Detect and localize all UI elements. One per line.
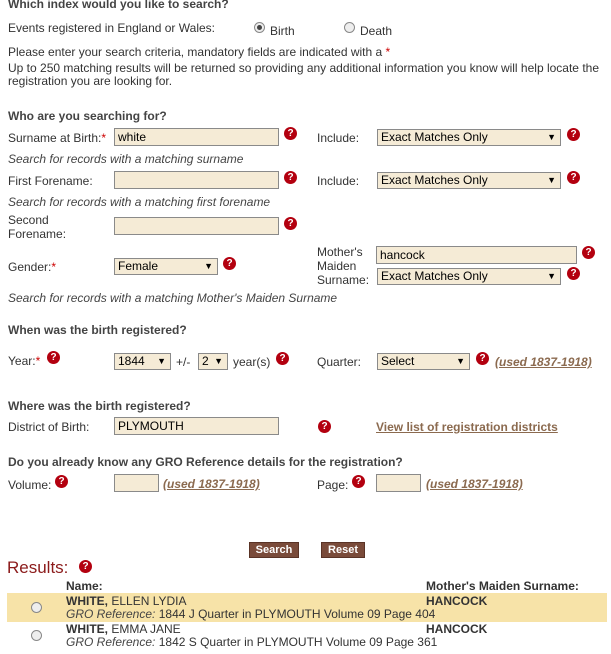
district-label: District of Birth: <box>8 420 90 434</box>
page-label: Page: <box>317 478 349 492</box>
year-label-text: Year: <box>8 354 36 368</box>
forename-hint: Search for records with a matching first forename <box>8 195 271 209</box>
result-forenames: ELLEN LYDIA <box>111 594 187 608</box>
mmn-label-3: Surname: <box>317 273 370 287</box>
mandatory-note <box>8 45 390 59</box>
required-star-icon: * <box>35 354 41 368</box>
forename-include-select[interactable] <box>377 172 561 189</box>
gender-label <box>8 260 56 274</box>
year-range-select[interactable] <box>198 353 228 370</box>
events-label: Events registered in England or Wales: <box>8 21 215 35</box>
required-star-icon: * <box>101 131 107 145</box>
col-mmn-header: Mother's Maiden Surname: <box>426 579 579 593</box>
result-name <box>66 594 187 608</box>
mmn-input[interactable]: hancock <box>376 246 577 264</box>
death-label[interactable]: Death <box>360 24 393 38</box>
result-gro-ref <box>66 607 435 621</box>
gro-ref-value: 1842 S Quarter in PLYMOUTH Volume 09 Page 361 <box>158 635 438 649</box>
dropdown-arrow-icon: ▼ <box>547 271 556 281</box>
volume-input[interactable] <box>114 474 159 492</box>
surname-include-value: Exact Matches Only <box>381 130 488 144</box>
help-icon[interactable]: ? <box>476 352 489 365</box>
results-title: Results: <box>7 558 69 577</box>
help-icon[interactable]: ? <box>567 267 580 280</box>
help-icon[interactable]: ? <box>567 171 580 184</box>
quarter-select[interactable] <box>377 353 470 370</box>
help-icon[interactable]: ? <box>318 420 331 433</box>
dropdown-arrow-icon: ▼ <box>204 261 213 271</box>
who-heading: Who are you searching for? <box>8 109 167 123</box>
mmn-label-2: Maiden <box>317 259 357 273</box>
plus-minus-label: +/- <box>176 355 191 369</box>
forename-include-label: Include: <box>317 174 360 188</box>
help-icon[interactable]: ? <box>352 475 365 488</box>
help-icon[interactable]: ? <box>567 128 580 141</box>
death-radio[interactable] <box>344 22 355 33</box>
help-icon[interactable]: ? <box>79 560 92 573</box>
col-name-header: Name: <box>66 579 103 593</box>
surname-hint: Search for records with a matching surname <box>8 152 244 166</box>
result-radio[interactable] <box>31 602 42 613</box>
dropdown-arrow-icon: ▼ <box>157 356 166 366</box>
surname-label-text: Surname at Birth: <box>8 131 102 145</box>
required-star-icon: * <box>51 260 57 274</box>
mmn-hint: Search for records with a matching Mother's Maiden Surname <box>8 291 338 305</box>
result-mmn: HANCOCK <box>426 622 488 636</box>
help-icon[interactable]: ? <box>47 351 60 364</box>
surname-include-select[interactable] <box>377 129 561 146</box>
gender-label-text: Gender: <box>8 260 52 274</box>
forename-input[interactable] <box>114 171 279 189</box>
results-note-2: registration you are looking for. <box>8 74 173 88</box>
year-label <box>8 354 40 368</box>
when-heading: When was the birth registered? <box>8 323 187 337</box>
second-forename-label-1: Second <box>8 213 49 227</box>
results-note-1: Up to 250 matching results will be returned so providing any additional information you know will help locate the <box>8 61 599 75</box>
second-forename-input[interactable] <box>114 217 279 235</box>
gro-ref-value: 1844 J Quarter in PLYMOUTH Volume 09 Page 404 <box>158 607 436 621</box>
page-input[interactable] <box>376 474 421 492</box>
result-surname: WHITE, <box>66 622 108 636</box>
years-label: year(s) <box>233 355 271 369</box>
help-icon[interactable]: ? <box>284 171 297 184</box>
quarter-value: Select <box>381 354 415 368</box>
reset-button[interactable]: Reset <box>321 542 365 558</box>
year-select[interactable] <box>114 353 171 370</box>
quarter-label: Quarter: <box>317 355 362 369</box>
help-icon[interactable]: ? <box>284 217 297 230</box>
second-forename-label-2: Forename: <box>8 227 67 241</box>
dropdown-arrow-icon: ▼ <box>214 356 223 366</box>
result-forenames: EMMA JANE <box>111 622 181 636</box>
gro-heading: Do you already know any GRO Reference details for the registration? <box>8 455 403 469</box>
index-question: Which index would you like to search? <box>8 0 229 11</box>
district-input[interactable]: PLYMOUTH <box>114 417 279 435</box>
result-radio[interactable] <box>31 630 42 641</box>
dropdown-arrow-icon: ▼ <box>547 175 556 185</box>
result-surname: WHITE, <box>66 594 108 608</box>
help-icon[interactable]: ? <box>276 352 289 365</box>
result-name <box>66 622 181 636</box>
forename-include-value: Exact Matches Only <box>381 173 488 187</box>
volume-label: Volume: <box>8 478 52 492</box>
dropdown-arrow-icon: ▼ <box>456 356 465 366</box>
gender-select[interactable] <box>114 258 218 275</box>
year-value: 1844 <box>118 354 145 368</box>
mandatory-text: Please enter your search criteria, mandatory fields are indicated with a <box>8 45 383 59</box>
where-heading: Where was the birth registered? <box>8 399 191 413</box>
required-star-icon: * <box>385 45 391 59</box>
view-districts-link[interactable]: View list of registration districts <box>376 420 558 434</box>
help-icon[interactable]: ? <box>223 257 236 270</box>
surname-include-label: Include: <box>317 131 360 145</box>
volume-used-note[interactable]: (used 1837-1918) <box>163 477 260 491</box>
surname-label <box>8 131 106 145</box>
gro-ref-label: GRO Reference: <box>66 607 156 621</box>
forename-label: First Forename: <box>8 174 93 188</box>
birth-radio[interactable] <box>254 22 265 33</box>
gro-ref-label: GRO Reference: <box>66 635 156 649</box>
quarter-used-note[interactable]: (used 1837-1918) <box>495 355 592 369</box>
year-range-value: 2 <box>202 354 209 368</box>
surname-input[interactable]: white <box>114 128 279 146</box>
gender-value: Female <box>118 259 159 273</box>
mmn-include-value: Exact Matches Only <box>381 269 488 283</box>
mmn-label-1: Mother's <box>317 245 363 259</box>
help-icon[interactable]: ? <box>284 127 297 140</box>
result-gro-ref <box>66 635 437 649</box>
result-mmn: HANCOCK <box>426 594 488 608</box>
search-button[interactable]: Search <box>249 542 299 558</box>
dropdown-arrow-icon: ▼ <box>547 132 556 142</box>
page-used-note[interactable]: (used 1837-1918) <box>426 477 523 491</box>
mmn-include-select[interactable] <box>377 268 561 285</box>
help-icon[interactable]: ? <box>582 246 595 259</box>
help-icon[interactable]: ? <box>55 475 68 488</box>
birth-label[interactable]: Birth <box>270 24 295 38</box>
